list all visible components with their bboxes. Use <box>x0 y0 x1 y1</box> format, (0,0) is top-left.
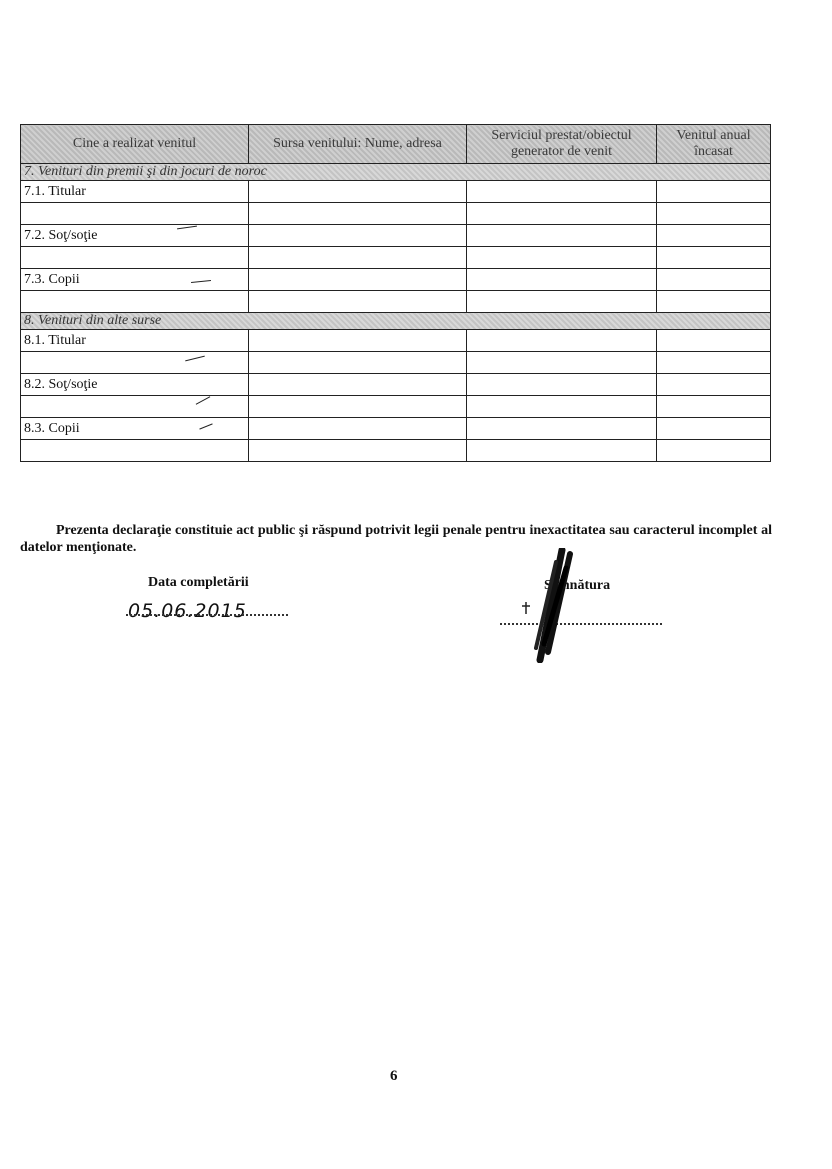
row-label <box>21 269 249 291</box>
table-cell <box>467 396 657 418</box>
table-row <box>21 418 771 440</box>
table-cell <box>657 291 771 313</box>
row-label: 8.2. Soţ/soţie <box>21 374 249 396</box>
section-8-title: 8. Venituri din alte surse <box>21 313 771 330</box>
date-value-handwritten: 05.06.2015 <box>128 600 247 622</box>
row-label: 7.1. Titular <box>21 181 249 203</box>
handwritten-dash <box>191 280 211 283</box>
table-cell <box>657 225 771 247</box>
table-cell <box>467 181 657 203</box>
table-cell <box>249 291 467 313</box>
row-label-text: 7.2. Soţ/soţie <box>24 227 98 243</box>
date-dotted-line <box>126 614 288 616</box>
table-cell <box>249 225 467 247</box>
table-cell <box>467 330 657 352</box>
income-table <box>20 124 771 462</box>
page-number: 6 <box>390 1068 398 1084</box>
table-cell <box>249 269 467 291</box>
table-cell <box>249 396 467 418</box>
table-row <box>21 181 771 203</box>
table-row <box>21 269 771 291</box>
table-cell <box>249 181 467 203</box>
signature-label: Semnătura <box>544 578 611 593</box>
handwritten-dash <box>196 396 211 404</box>
table-cell <box>21 291 249 313</box>
table-row <box>21 440 771 462</box>
table-cell <box>467 247 657 269</box>
table-cell <box>657 203 771 225</box>
row-label-text: 7.3. Copii <box>24 271 80 287</box>
table-row <box>21 291 771 313</box>
table-cell <box>249 352 467 374</box>
table-row <box>21 247 771 269</box>
section-8-row <box>21 313 771 330</box>
table-cell <box>21 203 249 225</box>
table-cell <box>657 352 771 374</box>
legal-statement-text: Prezenta declaraţie constituie act public şi răspund potrivit legii penale pentru inexactitatea sau caracterul incomplet al datelor menţionate. <box>20 523 772 555</box>
table-cell <box>657 418 771 440</box>
table-cell <box>657 374 771 396</box>
table-row <box>21 203 771 225</box>
date-label: Data completării <box>148 575 249 590</box>
table-cell <box>249 440 467 462</box>
table-row <box>21 352 771 374</box>
table-cell <box>467 269 657 291</box>
table-row <box>21 330 771 352</box>
table-cell <box>467 291 657 313</box>
table-cell <box>657 247 771 269</box>
table-cell <box>467 374 657 396</box>
table-cell <box>467 352 657 374</box>
table-cell <box>657 396 771 418</box>
section-7-row <box>21 164 771 181</box>
table-cell <box>21 396 249 418</box>
table-cell <box>249 330 467 352</box>
header-source: Sursa venitului: Nume, adresa <box>249 125 467 164</box>
handwritten-dash <box>185 356 205 362</box>
table-cell <box>657 440 771 462</box>
handwritten-dash <box>199 423 212 429</box>
table-cell <box>467 225 657 247</box>
row-label-text: 8.3. Copii <box>24 420 80 436</box>
table-row <box>21 374 771 396</box>
table-header-row <box>21 125 771 164</box>
section-7-title: 7. Venituri din premii şi din jocuri de noroc <box>21 164 771 181</box>
table-cell <box>657 181 771 203</box>
table-cell <box>21 440 249 462</box>
table-cell <box>249 418 467 440</box>
header-service: Serviciul prestat/obiectul generator de venit <box>467 125 657 164</box>
table-cell <box>21 352 249 374</box>
table-cell <box>467 440 657 462</box>
signature-scribble-icon <box>500 548 640 663</box>
table-cell <box>249 203 467 225</box>
table-cell <box>657 269 771 291</box>
row-label: 8.1. Titular <box>21 330 249 352</box>
handwritten-dash <box>177 226 197 230</box>
header-annual-income: Venitul anual încasat <box>657 125 771 164</box>
header-who: Cine a realizat venitul <box>21 125 249 164</box>
table-cell <box>21 247 249 269</box>
table-cell <box>467 418 657 440</box>
table-cell <box>467 203 657 225</box>
row-label <box>21 225 249 247</box>
table-cell <box>249 374 467 396</box>
table-row <box>21 225 771 247</box>
table-cell <box>249 247 467 269</box>
table-row <box>21 396 771 418</box>
row-label <box>21 418 249 440</box>
table-cell <box>657 330 771 352</box>
legal-statement <box>20 522 772 556</box>
